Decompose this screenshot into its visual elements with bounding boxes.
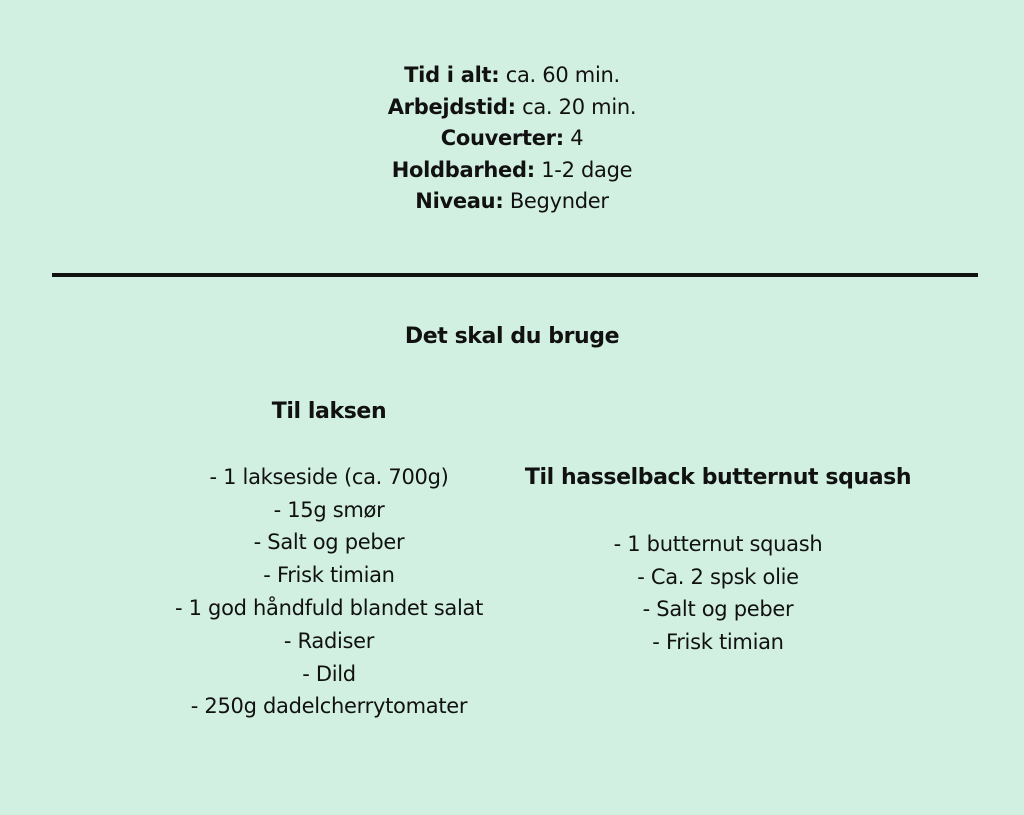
info-value: ca. 20 min. xyxy=(522,94,637,119)
divider xyxy=(52,273,978,277)
info-level xyxy=(0,186,1024,218)
list-item: - 15g smør xyxy=(273,497,385,522)
info-total-time xyxy=(0,60,1024,92)
list-item: - Salt og peber xyxy=(253,530,405,555)
info-label: Holdbarhed: xyxy=(391,157,535,182)
list-item: - 1 butternut squash xyxy=(613,531,823,556)
list-item: - Dild xyxy=(302,661,356,686)
list-item: - Salt og peber xyxy=(642,597,794,622)
group-title: Til laksen xyxy=(271,399,387,424)
info-value: 1-2 dage xyxy=(541,157,633,182)
info-label: Couverter: xyxy=(440,126,564,150)
list-item: - 250g dadelcherrytomater xyxy=(190,694,468,719)
info-shelf-life xyxy=(0,155,1024,187)
recipe-info xyxy=(0,60,1024,218)
info-value: 4 xyxy=(570,126,584,150)
ingredient-group-squash xyxy=(510,462,926,659)
group-title: Til hasselback butternut squash xyxy=(524,465,912,490)
ingredient-group-salmon xyxy=(130,396,528,723)
info-value: ca. 60 min. xyxy=(505,63,620,87)
list-item: - Radiser xyxy=(283,628,375,653)
info-work-time xyxy=(0,92,1024,124)
info-label: Niveau: xyxy=(415,189,504,213)
list-item: - Ca. 2 spsk olie xyxy=(637,564,799,589)
info-label: Arbejdstid: xyxy=(387,94,516,119)
info-label: Tid i alt: xyxy=(404,63,500,87)
ingredients-title: Det skal du bruge xyxy=(404,324,620,349)
list-item: - Frisk timian xyxy=(652,630,784,655)
list-item: - Frisk timian xyxy=(263,563,395,588)
info-value: Begynder xyxy=(509,189,609,213)
list-item: - 1 lakseside (ca. 700g) xyxy=(209,464,449,489)
list-item: - 1 god håndfuld blandet salat xyxy=(174,595,484,620)
info-servings xyxy=(0,123,1024,155)
